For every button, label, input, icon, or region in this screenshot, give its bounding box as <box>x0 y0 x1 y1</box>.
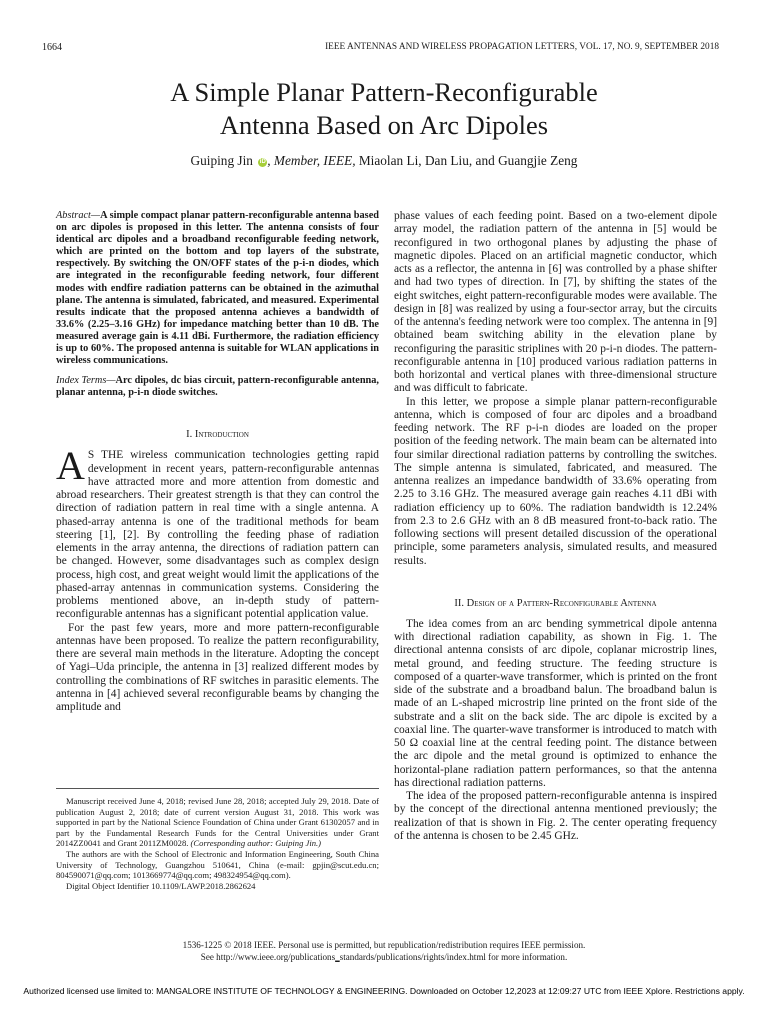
section-heading-introduction <box>56 429 379 440</box>
intro-paragraph-1 <box>56 443 379 621</box>
author-membership: , Member, IEEE, <box>267 153 356 168</box>
design-paragraph-1: The idea comes from an arc bending symmetrical dipole antenna with directional radiation capability, as shown in Fig. 1. The directional antenna consists of arc dipole, coplanar microstrip lines, metal ground, and feeding structure. The feeding structure is composed of a quarter-wave transformer, which is printed on the front side of the substrate and a broadband balun. The broadband balun is made of an L-shaped microstrip line printed on the front side of the substrate and a slit on the back side. The arc dipole is excited by a coaxial line. The quarter-wave transformer is introduced to match with 50 Ω coaxial line at the central feeding point. The distance between the arc dipole and the metal ground is optimized to enhance the horizontal-plane radiation pattern performances, so that the antenna has directional radiation patterns. <box>394 617 717 789</box>
intro-paragraph-2: For the past few years, more and more pattern-reconfigurable antennas have been proposed. To realize the pattern reconfigurability, there are several main methods in the literature. Adopting the concept of Yagi–Uda principle, the antenna in [3] realized different modes by controlling the combinations of RF switches in parasitic elements. The antenna in [4] achieved several reconfigurable beams by changing the amplitude and <box>56 621 379 714</box>
section-number: I. <box>186 429 195 441</box>
section-heading-design <box>394 598 717 609</box>
footnotes <box>56 796 379 891</box>
abstract-label: Abstract— <box>56 210 101 221</box>
footnote-rule <box>56 788 379 789</box>
intro-paragraph-3: In this letter, we propose a simple planar pattern-reconfigurable antenna, which is composed of four arc dipoles and a broadband feeding network. The RF p-i-n diodes are loaded on the proper position of the feeding network. The main beam can be alternated into four similar directional radiation patterns by controlling the switches. The simple antenna is simulated, fabricated, and measured. The antenna realizes an impedance bandwidth of 33.6% operating from 2.25 to 3.16 GHz. The measured average gain reaches 4.11 dBi with radiation efficiency up to 60%. The radiation bandwidth is 12.24% from 2.3 to 2.6 GHz with an 8 dB measured front-to-back ratio. The following sections will present detailed discussion of the operational principle, some parameters analysis, simulated results, and measured results. <box>394 395 717 567</box>
footnote-doi: Digital Object Identifier 10.1109/LAWP.2018.2862624 <box>66 880 256 891</box>
orcid-icon[interactable]: iD <box>259 159 266 165</box>
abstract <box>56 210 379 367</box>
section-number: II. <box>454 597 467 609</box>
index-terms-label: Index Terms— <box>56 375 116 387</box>
footnote-affiliation: The authors are with the School of Electronic and Information Engineering, South China University of Technology, Guangzhou 510641, China (e-mail: gpjin@scut.edu.cn; 804590071@qq.com; 1013669774@qq.com; 498324954@qq.com). <box>56 848 379 881</box>
author-first: Guiping Jin <box>190 153 253 168</box>
abstract-text: A simple compact planar pattern-reconfigurable antenna based on arc dipoles is proposed in this letter. The antenna consists of four identical arc dipoles and a broadband reconfigurable feeding network, which are printed on the bottom and top layers of the substrate, respectively. By switching the ON/OFF states of the p-i-n diodes, which are integrated in the reconfigurable feeding network, four different modes with endfire radiation patterns can be obtained in the azimuthal plane. The antenna is simulated, fabricated, and measured. Experimental results indicate that the proposed antenna achieves a bandwidth of 33.6% (2.25–3.16 GHz) for impedance matching better than 10 dB. The measured average gain is 4.11 dBi. Furthermore, the radiation efficiency is up to 60%. The proposed antenna is suitable for WLAN applications in wireless communications. <box>56 210 379 367</box>
author-others: Miaolan Li, Dan Liu, and Guangjie Zeng <box>355 153 578 168</box>
copyright-line-2[interactable]: See http://www.ieee.org/publications_standards/publications/rights/index.html for more information. <box>200 951 568 962</box>
design-paragraph-2: The idea of the proposed pattern-reconfigurable antenna is inspired by the concept of the directional antenna mentioned previously; the realization of that is shown in Fig. 2. The center operating frequency of the antenna is chosen to be 2.45 GHz. <box>394 790 717 842</box>
intro-paragraph-2-continued: phase values of each feeding point. Based on a two-element dipole array model, the radiation pattern of the antenna in [5] would be reconfigured in two orthogonal planes by adjusting the phase of magnetic dipoles. Placed on an artificial magnetic conductor, which acts as a reflector, the antenna in [6] was controlled by a phase shifter and had two types of direction. In [7], by shifting the states of the eight switches, eight pattern-reconfigurable modes were available. The design in [8] was realized by using a four-sector array, but the circuits of the antenna's feeding network were too complex. The antenna in [9] obtained beam switching ability in the elevation plane by reconfiguring the parasitic striplines with 20 p-i-n diodes. The pattern-reconfigurable antenna in [10] produced various radiation patterns in both horizontal and vertical planes with three-dimensional structure and was difficult to fabricate. <box>394 210 717 395</box>
dropcap-letter: A <box>56 443 85 489</box>
title-line-2: Antenna Based on Arc Dipoles <box>219 110 549 140</box>
intro-paragraph-1-text: S THE wireless communication technologies getting rapid development in recent years, pattern-reconfigurable antennas have attracted more and more attention from domestic and abroad researchers. Their greatest strength is that they can control the direction of radiation pattern in real time with a single antenna. A phased-array antenna is one of the traditional methods for beam steering [1], [2]. By controlling the feeding phase of radiation elements in the array antenna, the directions of radiation pattern can be changed. However, some disadvantages such as complex design process, high cost, and great weight would limit the applications of the phased-array antennas in communication systems. Considering the problems mentioned above, an in-depth study of pattern-reconfigurable antennas has a significant potential application value. <box>56 449 379 621</box>
left-column <box>56 210 379 714</box>
author-list <box>60 153 708 169</box>
section-title: Introduction <box>194 429 249 441</box>
index-terms-text: Arc dipoles, dc bias circuit, pattern-reconfigurable antenna, planar antenna, p-i-n diode switches. <box>56 375 379 399</box>
paper-title <box>90 76 678 142</box>
right-column <box>394 210 717 843</box>
section-title: Design of a Pattern-Reconfigurable Antenna <box>466 597 657 609</box>
copyright-notice <box>60 940 708 963</box>
corresponding-author: (Corresponding author: Guiping Jin.) <box>190 838 322 849</box>
footnote-manuscript <box>56 796 379 849</box>
title-line-1: A Simple Planar Pattern-Reconfigurable <box>170 77 598 107</box>
access-notice: Authorized licensed use limited to: MANGALORE INSTITUTE OF TECHNOLOGY & ENGINEERING. Downloaded on October 12,2023 at 12:09:27 UTC from IEEE Xplore. Restrictions apply. <box>23 986 745 996</box>
index-terms <box>56 375 379 399</box>
copyright-line-1: 1536-1225 © 2018 IEEE. Personal use is permitted, but republication/redistribution requires IEEE permission. <box>182 940 586 950</box>
footnote-manuscript-text: Manuscript received June 4, 2018; revised June 28, 2018; accepted July 29, 2018. Date of publication August 2, 2018; date of current version August 31, 2018. This work was supported in part by the National Science Foundation of China under Grant 61302057 and in part by the Fundamental Research Funds for the Central Universities under Grant 2014ZZ0041 and Grant 2011ZM0028. <box>56 796 379 849</box>
page-number: 1664 <box>42 42 62 53</box>
journal-header: IEEE ANTENNAS AND WIRELESS PROPAGATION LETTERS, VOL. 17, NO. 9, SEPTEMBER 2018 <box>325 42 719 52</box>
